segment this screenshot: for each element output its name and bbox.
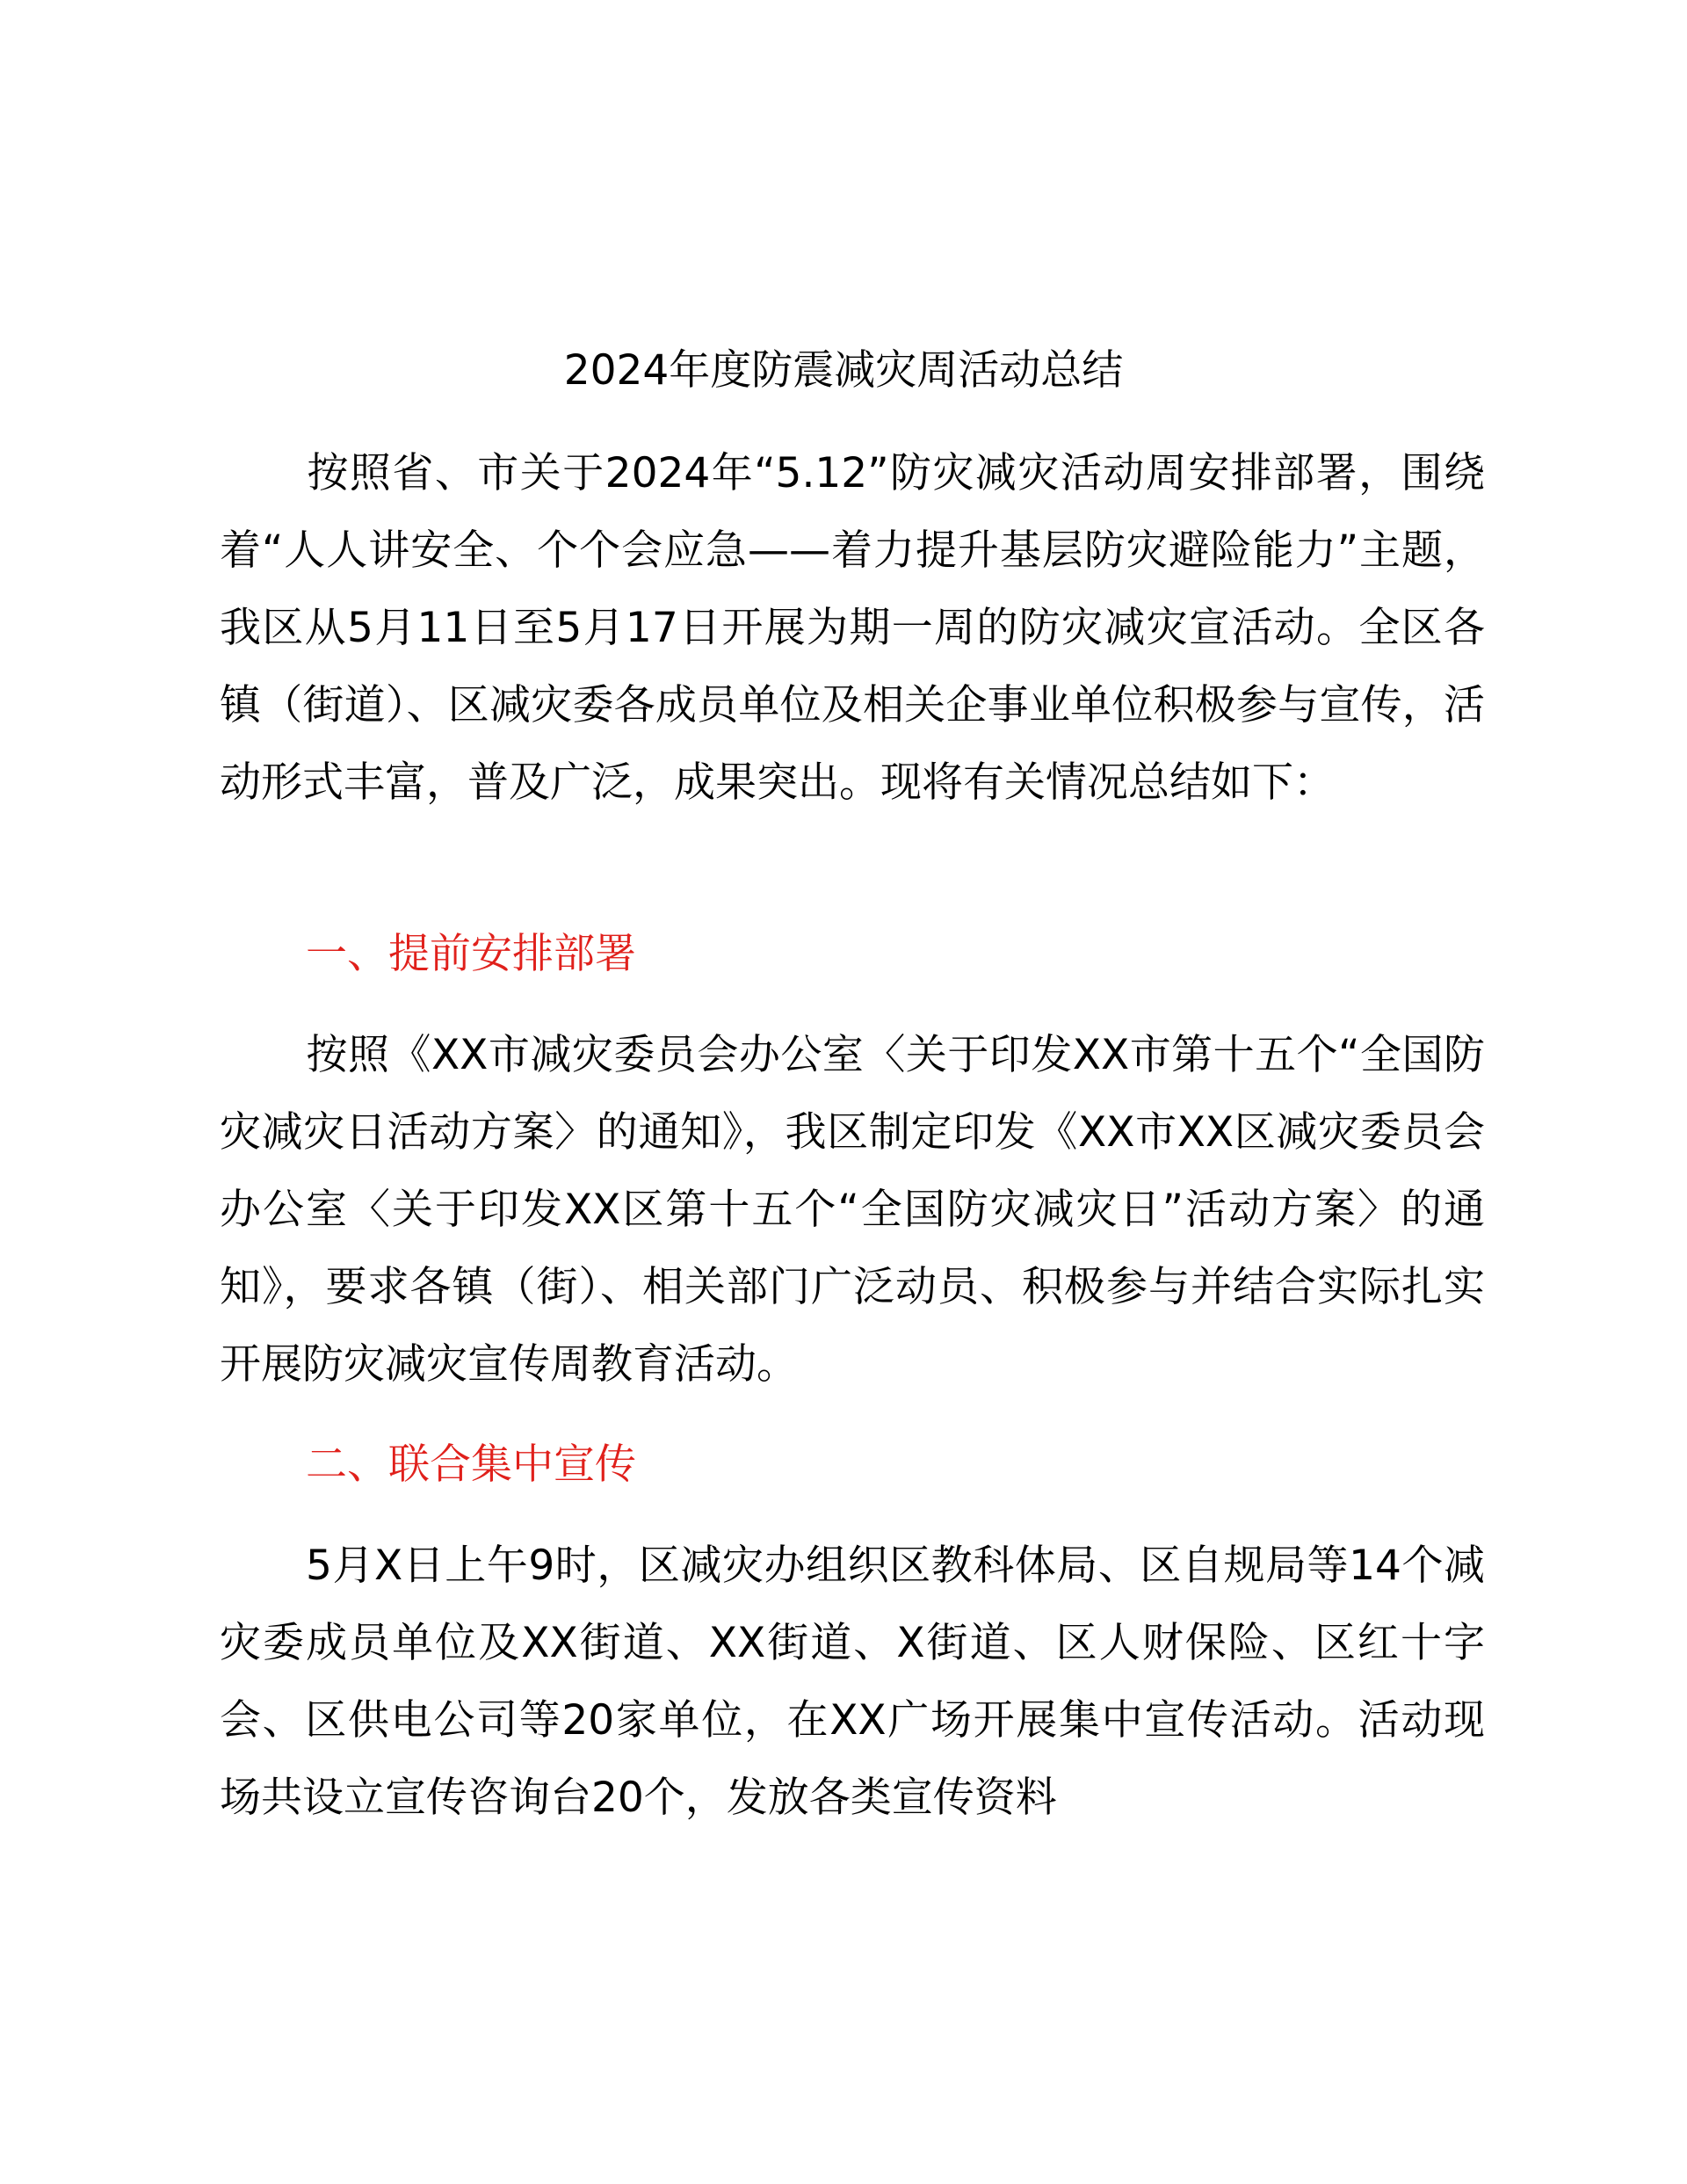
section-heading-1: 一、提前安排部署 [306, 930, 636, 978]
intro-text: 按照省、市关于2024年“5.12”防灾减灾活动周安排部署，围绕着“人人讲安全、个个会应急——着力提升基层防灾避险能力”主题，我区从5月11日至5月17日开展为期一周的防灾减灾宣活动。全区各镇（街道）、区减灾委各成员单位及相关企事业单位积极参与宣传，活动形式丰富，普及广泛，成果突出。现将有关情况总结如下： [220, 449, 1485, 807]
section-1-text: 按照《XX市减灾委员会办公室〈关于印发XX市第十五个“全国防灾减灾日活动方案〉的通知》，我区制定印发《XX市XX区减灾委员会办公室〈关于印发XX区第十五个“全国防灾减灾日”活动方案〉的通知》，要求各镇（街）、相关部门广泛动员、积极参与并结合实际扎实开展防灾减灾宣传周教育活动。 [220, 1031, 1485, 1389]
intro-paragraph [220, 435, 1485, 822]
section-heading-2: 二、联合集中宣传 [306, 1440, 636, 1489]
section-2-text: 5月X日上午9时，区减灾办组织区教科体局、区自规局等14个减灾委成员单位及XX街道、XX街道、X街道、区人财保险、区红十字会、区供电公司等20家单位，在XX广场开展集中宣传活动。活动现场共设立宣传咨询台20个，发放各类宣传资料 [220, 1542, 1485, 1822]
section-2-paragraph [220, 1527, 1485, 1837]
section-1-paragraph [220, 1017, 1485, 1404]
document-title: 2024年度防震减灾周活动总结 [563, 346, 1124, 395]
